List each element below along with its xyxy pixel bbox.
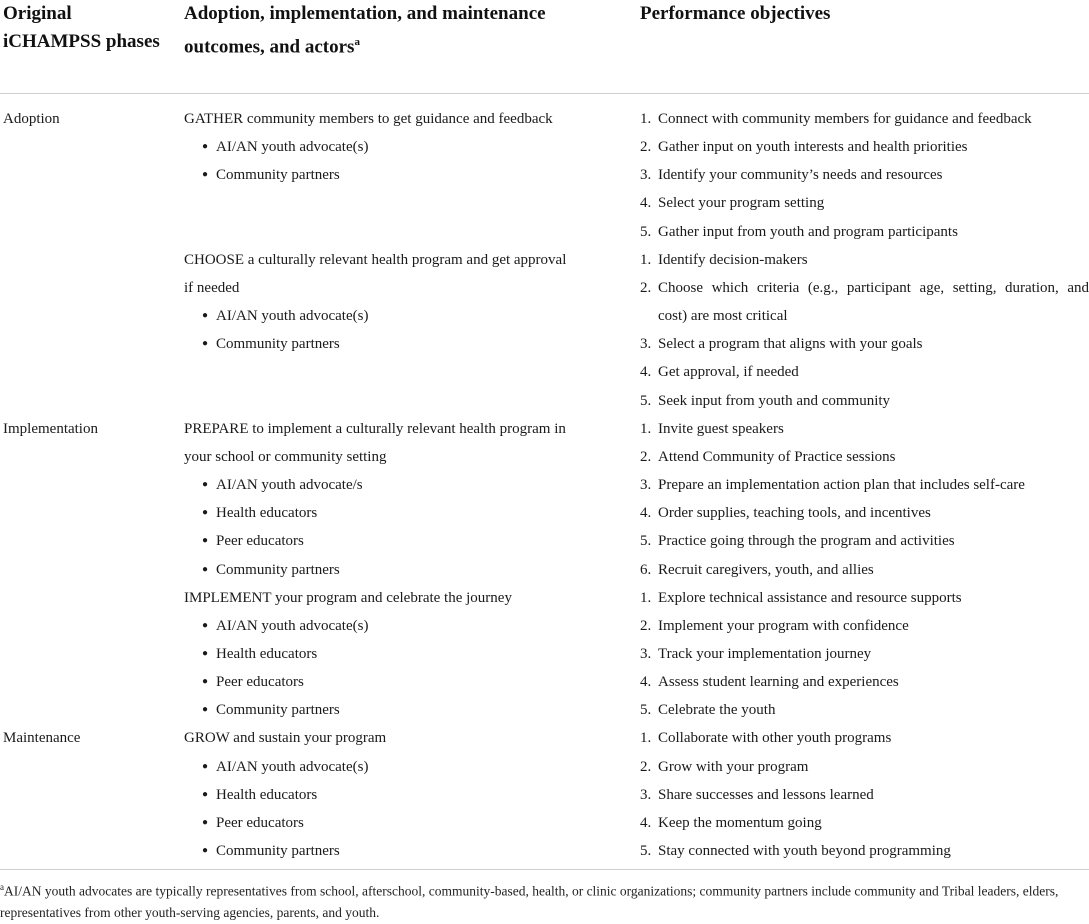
objective-line: Invite guest speakers [658,420,784,437]
actor-label: AI/AN youth advocate(s) [216,139,369,156]
outcome-title-line: PREPARE to implement a culturally relevant health program in [184,420,566,437]
objective-number: 2. [640,448,652,465]
outcome-title-line: IMPLEMENT your program and celebrate the journey [184,589,512,606]
objective-item [636,415,1089,443]
objective-line: Collaborate with other youth programs [658,730,892,747]
actor-item [181,753,636,781]
header-objectives: Performance objectives [640,3,831,24]
objective-line: Keep the momentum going [658,814,822,831]
bullet-icon: ● [202,704,209,716]
actor-item [181,471,636,499]
phase-cell: Maintenance [3,730,81,747]
table-row [0,584,1089,725]
outcome-title-line: your school or community setting [184,448,387,465]
actor-item [181,809,636,837]
objective-text [658,218,1089,246]
actor-item [181,133,636,161]
objective-line: cost) are most critical [658,308,788,325]
phase-cell [0,584,181,725]
objective-line: Seek input from youth and community [658,392,891,409]
actor-item [181,499,636,527]
objective-text [658,415,1089,443]
phase-cell [0,246,181,415]
actor-label: Community partners [216,561,340,578]
bullet-icon: ● [202,619,209,631]
outcome-cell [181,724,636,865]
objective-text [658,696,1089,724]
objective-line: Order supplies, teaching tools, and incentives [658,505,931,522]
actor-item [181,781,636,809]
objective-item [636,443,1089,471]
actor-label: Community partners [216,702,340,719]
objective-item [636,358,1089,386]
objective-number: 1. [640,111,652,127]
objective-item [636,584,1089,612]
objective-number: 5. [640,392,652,409]
bullet-icon: ● [202,816,209,828]
objective-item [636,133,1089,161]
actor-label: Health educators [216,505,318,522]
objective-number: 3. [640,645,652,662]
actor-item [181,556,636,584]
objective-item [636,640,1089,668]
objective-item [636,246,1089,274]
objective-line: Track your implementation journey [658,645,872,662]
objective-line: Gather input on youth interests and health priorities [658,139,968,156]
bullet-icon: ● [202,845,209,857]
actor-item [181,668,636,696]
outcome-title-line: GROW and sustain your program [184,730,387,747]
objective-line: Choose which criteria (e.g., participant age, setting, duration, and [658,279,1089,296]
table-row [0,246,1089,415]
objective-line: Practice going through the program and activities [658,533,955,550]
objective-number: 1. [640,589,652,606]
actor-item [181,330,636,358]
objective-item [636,668,1089,696]
objective-item [636,809,1089,837]
objective-number: 5. [640,843,652,860]
objective-item [636,612,1089,640]
actor-item [181,612,636,640]
table-row [0,415,1089,584]
objective-text [658,640,1089,668]
objectives-cell [636,724,1089,865]
objectives-cell [636,415,1089,584]
objective-number: 6. [640,561,652,578]
actor-label: Community partners [216,843,340,860]
objective-number: 3. [640,786,652,803]
objective-item [636,753,1089,781]
objective-item [636,696,1089,724]
header-outcomes-footnote-marker: a [354,36,360,48]
header-outcomes-text: Adoption, implementation, and maintenance outcomes, and actors [184,3,546,58]
bullet-icon: ● [202,169,209,181]
objective-number: 5. [640,702,652,719]
actor-item [181,640,636,668]
bullet-icon: ● [202,310,209,322]
actor-label: Peer educators [216,674,304,691]
objective-text [658,161,1089,189]
objective-text [658,443,1089,471]
objective-text [658,133,1089,161]
objective-text [658,668,1089,696]
objectives-cell [636,105,1089,246]
objective-line: Gather input from youth and program participants [658,223,958,240]
actor-label: Community partners [216,167,340,184]
objective-text [658,330,1089,358]
objective-text [658,781,1089,809]
actor-label: Peer educators [216,533,304,550]
objective-text [658,556,1089,584]
objective-number: 2. [640,139,652,156]
bullet-icon: ● [202,563,209,575]
objective-line: Explore technical assistance and resource supports [658,589,962,606]
actor-item [181,161,636,189]
outcome-cell [181,246,636,415]
objective-number: 5. [640,533,652,550]
objective-item [636,556,1089,584]
outcome-cell [181,415,636,584]
objective-text [658,612,1089,640]
objective-number: 1. [640,420,652,437]
footer-divider [0,869,1089,870]
footnote-marker: a [0,882,4,892]
actor-item [181,302,636,330]
objective-number: 5. [640,223,652,240]
objective-item [636,274,1089,330]
actor-item [181,527,636,555]
objective-number: 4. [640,195,652,212]
bullet-icon: ● [202,676,209,688]
header-outcomes [184,0,604,61]
objective-text [658,584,1089,612]
objectives-cell [636,584,1089,725]
objective-item [636,330,1089,358]
objective-number: 2. [640,279,652,296]
objective-item [636,218,1089,246]
objective-line: Attend Community of Practice sessions [658,448,896,465]
actor-label: Health educators [216,645,318,662]
objective-text [658,105,1089,133]
objective-line: Celebrate the youth [658,702,776,719]
objective-text [658,246,1089,274]
actor-label: AI/AN youth advocate(s) [216,308,369,325]
objective-number: 2. [640,617,652,634]
phase-cell: Adoption [3,111,60,127]
objective-number: 3. [640,336,652,353]
header-divider [0,93,1089,94]
objective-line: Connect with community members for guidance and feedback [658,111,1032,127]
objective-text [658,387,1089,415]
objective-item [636,837,1089,865]
objective-number: 4. [640,364,652,381]
objective-number: 1. [640,251,652,268]
objective-text [658,527,1089,555]
objective-item [636,527,1089,555]
objectives-cell [636,246,1089,415]
actor-label: Peer educators [216,814,304,831]
actor-item [181,837,636,865]
objective-line: Recruit caregivers, youth, and allies [658,561,874,578]
actor-label: Community partners [216,336,340,353]
objective-item [636,781,1089,809]
objective-item [636,189,1089,217]
objective-line: Grow with your program [658,758,809,775]
objective-number: 4. [640,814,652,831]
table-row [0,724,1089,865]
actor-label: Health educators [216,786,318,803]
bullet-icon: ● [202,479,209,491]
bullet-icon: ● [202,141,209,153]
outcome-title-line: GATHER community members to get guidance and feedback [184,111,553,127]
objective-line: Identify decision-makers [658,251,808,268]
objective-line: Implement your program with confidence [658,617,909,634]
objective-line: Select your program setting [658,195,825,212]
objective-text [658,753,1089,781]
objective-number: 3. [640,167,652,184]
bullet-icon: ● [202,788,209,800]
actor-label: AI/AN youth advocate(s) [216,758,369,775]
objective-text [658,809,1089,837]
bullet-icon: ● [202,760,209,772]
objective-number: 3. [640,477,652,494]
objective-text [658,189,1089,217]
outcome-cell [181,105,636,246]
outcome-title-line: CHOOSE a culturally relevant health program and get approval [184,251,567,268]
objective-text [658,724,1089,752]
objective-number: 4. [640,674,652,691]
objective-line: Get approval, if needed [658,364,799,381]
bullet-icon: ● [202,507,209,519]
objective-line: Select a program that aligns with your goals [658,336,923,353]
actor-item [181,696,636,724]
objective-number: 4. [640,505,652,522]
outcome-cell [181,584,636,725]
table-footnote [0,877,1085,923]
bullet-icon: ● [202,535,209,547]
objective-text [658,471,1089,499]
actor-label: AI/AN youth advocate(s) [216,617,369,634]
objective-item [636,105,1089,133]
phase-cell: Implementation [3,420,98,437]
bullet-icon: ● [202,647,209,659]
bullet-icon: ● [202,338,209,350]
objective-number: 1. [640,730,652,747]
objective-line: Assess student learning and experiences [658,674,899,691]
objective-item [636,499,1089,527]
objective-line: Identify your community’s needs and resources [658,167,943,184]
objective-line: Stay connected with youth beyond programming [658,843,951,860]
actor-label: AI/AN youth advocate/s [216,477,363,494]
objective-number: 2. [640,758,652,775]
objective-text [658,358,1089,386]
objective-item [636,161,1089,189]
objective-item [636,724,1089,752]
objective-item [636,471,1089,499]
objective-text [658,499,1089,527]
header-phase: Original iCHAMPSS phases [3,3,160,52]
objective-line: Prepare an implementation action plan that includes self-care [658,477,1025,494]
objective-text [658,837,1089,865]
table-row [0,105,1089,246]
outcome-title-line: if needed [184,279,240,296]
table-body [0,105,1089,865]
objective-line: Share successes and lessons learned [658,786,874,803]
objective-item [636,387,1089,415]
footnote-text: AI/AN youth advocates are typically representatives from school, afterschool, community-based, health, or clinic organizations; community partners include community and Tribal leaders, elders, representatives from other youth-serving agencies, parents, and youth. [0,883,1059,920]
objective-text [658,274,1089,330]
